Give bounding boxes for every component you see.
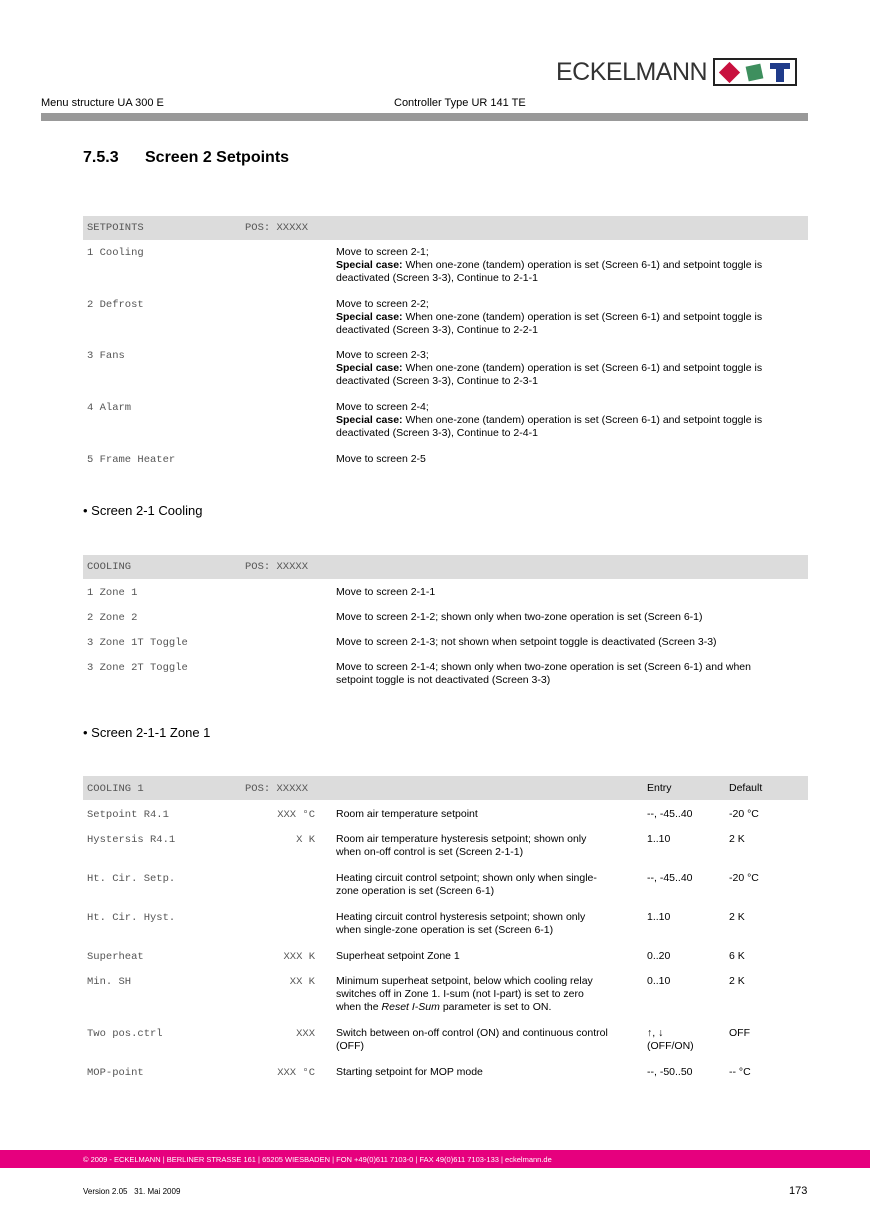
table1-row-desc: Move to screen 2-5 — [336, 453, 426, 465]
table1-row-desc: Move to screen 2-3; Special case: When one-zone (tandem) operation is set (Screen 6-1) and setpoint toggle is deactivated (Screen 3-3), Continue to 2-3-1 — [336, 349, 763, 387]
table3-head-default: Default — [729, 782, 763, 794]
table3-row-entry: --, -50..50 — [647, 1066, 693, 1078]
table1-row-desc: Move to screen 2-2; Special case: When one-zone (tandem) operation is set (Screen 6-1) and setpoint toggle is deactivated (Screen 3-3), Continue to 2-2-1 — [336, 298, 763, 336]
table1-row-label: 3 Fans — [87, 350, 125, 362]
table3-row-label: Hystersis R4.1 — [87, 834, 176, 846]
table3-row-desc: Minimum superheat setpoint, below which cooling relay switches off in Zone 1. I-sum (not I-part) is set to zero when the Reset I-Sum parameter is set to ON. — [336, 975, 593, 1013]
table1-head-pos: POS: XXXXX — [245, 222, 309, 234]
table1-row-desc: Move to screen 2-4; Special case: When one-zone (tandem) operation is set (Screen 6-1) and setpoint toggle is deactivated (Screen 3-3), Continue to 2-4-1 — [336, 401, 763, 439]
table2-head-pos: POS: XXXXX — [245, 561, 309, 573]
header-controller-type: Controller Type UR 141 TE — [394, 97, 526, 109]
table1-row-label: 4 Alarm — [87, 402, 132, 414]
section-number: 7.5.3 — [83, 149, 119, 166]
table3-row-label: Min. SH — [87, 976, 132, 988]
table1-row-label: 2 Defrost — [87, 299, 144, 311]
table3-head-label: COOLING 1 — [87, 783, 144, 795]
table2-row-desc: Move to screen 2-1-1 — [336, 586, 436, 598]
company-logo — [556, 57, 797, 87]
table3-row-entry: 1..10 — [647, 833, 671, 845]
table3-row-value: XXX °C — [277, 1067, 315, 1079]
table2-row-desc: Move to screen 2-1-2; shown only when two-zone operation is set (Screen 6-1) — [336, 611, 703, 623]
table3-row-label: Ht. Cir. Hyst. — [87, 912, 176, 924]
footer-copyright: © 2009 - ECKELMANN | BERLINER STRASSE 161 | 65205 WIESBADEN | FON +49(0)611 7103-0 | FAX 49(0)611 7103-133 | eckelmann.de — [83, 1155, 552, 1164]
section-title — [83, 149, 289, 167]
table2-header — [83, 555, 808, 579]
table3-row-desc: Superheat setpoint Zone 1 — [336, 950, 460, 962]
table2-row-label: 2 Zone 2 — [87, 612, 138, 624]
subsection-bullet: • Screen 2-1 Cooling — [83, 503, 203, 518]
table3-row-entry: 0..10 — [647, 975, 671, 987]
table3-row-entry: 0..20 — [647, 950, 671, 962]
table1-row-desc: Move to screen 2-1; Special case: When one-zone (tandem) operation is set (Screen 6-1) and setpoint toggle is deactivated (Screen 3-3), Continue to 2-1-1 — [336, 246, 763, 284]
table3-row-desc: Heating circuit control hysteresis setpoint; shown only when single-zone operation is set (Screen 6-1) — [336, 911, 586, 936]
table3-row-value: XXX — [296, 1028, 315, 1040]
table3-row-label: Setpoint R4.1 — [87, 809, 169, 821]
table3-row-entry: --, -45..40 — [647, 808, 693, 820]
table3-header — [83, 776, 808, 800]
table3-row-default: OFF — [729, 1027, 750, 1039]
table3-head-pos: POS: XXXXX — [245, 783, 309, 795]
table3-row-default: -20 °C — [729, 808, 759, 820]
table3-row-entry: ↑, ↓ (OFF/ON) — [647, 1027, 694, 1052]
bullet-icon: • — [83, 503, 92, 518]
subsection-bullet: • Screen 2-1-1 Zone 1 — [83, 725, 211, 740]
table3-row-entry: 1..10 — [647, 911, 671, 923]
table1-head-label: SETPOINTS — [87, 222, 144, 234]
table3-row-default: 2 K — [729, 911, 745, 923]
logo-text: ECKELMANN — [556, 57, 708, 86]
table3-row-desc: Heating circuit control setpoint; shown only when single- zone operation is set (Screen 6-1) — [336, 872, 597, 897]
table3-row-value: XXX °C — [277, 809, 315, 821]
table3-row-value: XXX K — [283, 951, 315, 963]
table3-row-label: MOP-point — [87, 1067, 144, 1079]
logo-shapes-icon — [718, 61, 792, 83]
section-heading: Screen 2 Setpoints — [145, 149, 290, 166]
table3-row-value: XX K — [289, 976, 315, 988]
footer-version: Version 2.05 31. Mai 2009 — [83, 1187, 181, 1196]
table1-row-label: 5 Frame Heater — [87, 454, 176, 466]
table3-row-desc: Switch between on-off control (ON) and continuous control (OFF) — [336, 1027, 608, 1052]
table2-row-desc: Move to screen 2-1-3; not shown when setpoint toggle is deactivated (Screen 3-3) — [336, 636, 717, 648]
table3-row-default: -20 °C — [729, 872, 759, 884]
table3-row-default: 2 K — [729, 833, 745, 845]
table3-row-default: -- °C — [729, 1066, 751, 1078]
table3-row-desc: Starting setpoint for MOP mode — [336, 1066, 483, 1078]
table1-header — [83, 216, 808, 240]
table3-row-label: Two pos.ctrl — [87, 1028, 163, 1040]
table3-row-entry: --, -45..40 — [647, 872, 693, 884]
page-number: 173 — [789, 1185, 808, 1197]
table3-row-desc: Room air temperature hysteresis setpoint; shown only when on-off control is set (Screen 2-1-1) — [336, 833, 587, 858]
logo-emblem — [713, 58, 797, 86]
table1-row-label: 1 Cooling — [87, 247, 144, 259]
table3-row-default: 2 K — [729, 975, 745, 987]
table2-row-label: 3 Zone 2T Toggle — [87, 662, 188, 674]
bullet-icon: • — [83, 725, 92, 740]
table3-row-default: 6 K — [729, 950, 745, 962]
table3-row-value: X K — [296, 834, 315, 846]
table2-row-label: 1 Zone 1 — [87, 587, 138, 599]
header-divider — [41, 113, 808, 121]
table3-row-label: Superheat — [87, 951, 144, 963]
table2-row-label: 3 Zone 1T Toggle — [87, 637, 188, 649]
header-doc-title: Menu structure UA 300 E — [41, 97, 164, 109]
table3-row-label: Ht. Cir. Setp. — [87, 873, 176, 885]
table2-row-desc: Move to screen 2-1-4; shown only when two-zone operation is set (Screen 6-1) and when setpoint toggle is not deactivated (Screen 3-3) — [336, 661, 751, 686]
table3-head-entry: Entry — [647, 782, 672, 794]
table3-row-desc: Room air temperature setpoint — [336, 808, 478, 820]
table2-head-label: COOLING — [87, 561, 132, 573]
